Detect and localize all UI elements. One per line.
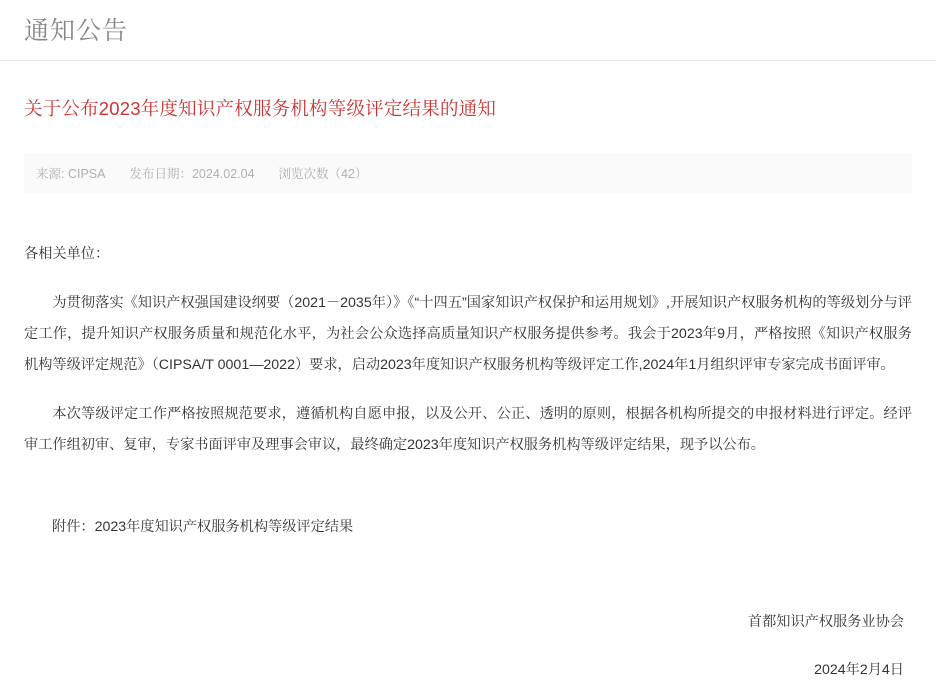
meta-source: 来源: CIPSA (36, 167, 106, 181)
body-paragraph-2: 本次等级评定工作严格按照规范要求，遵循机构自愿申报，以及公开、公正、透明的原则，根据各机构所提交的申报材料进行评定。经评审工作组初审、复审，专家书面评审及理事会审议，最终确定2023年度知识产权服务机构等级评定结果，现予以公布。 (24, 406, 912, 453)
meta-view-count: 浏览次数（42） (278, 167, 368, 181)
attachment-line: 附件：2023年度知识产权服务机构等级评定结果 (52, 519, 354, 535)
signature-org: 首都知识产权服务业协会 (747, 614, 904, 630)
article-title: 关于公布2023年度知识产权服务机构等级评定结果的通知 (24, 98, 497, 119)
page-header (0, 0, 936, 60)
header-divider (0, 60, 936, 61)
meta-publish-date: 发布日期：2024.02.04 (129, 167, 255, 181)
content-wrapper (0, 95, 936, 685)
article-body (24, 239, 912, 461)
article-meta-bar (24, 153, 912, 193)
body-paragraph-1: 为贯彻落实《知识产权强国建设纲要（2021－2035年）》《“十四五”国家知识产权保护和运用规划》,开展知识产权服务机构的等级划分与评定工作，提升知识产权服务质量和规范化水平，为社会公众选择高质量知识产权服务提供参考。我会于2023年9月，严格按照《知识产权服务机构等级评定规范》（CIPSA/T 0001—2022）要求，启动2023年度知识产权服务机构等级评定工作,2024年1月组织评审专家完成书面评审。 (24, 295, 912, 373)
salutation: 各相关单位： (24, 246, 110, 262)
signature-date: 2024年2月4日 (814, 662, 904, 678)
page-title: 通知公告 (24, 17, 129, 45)
